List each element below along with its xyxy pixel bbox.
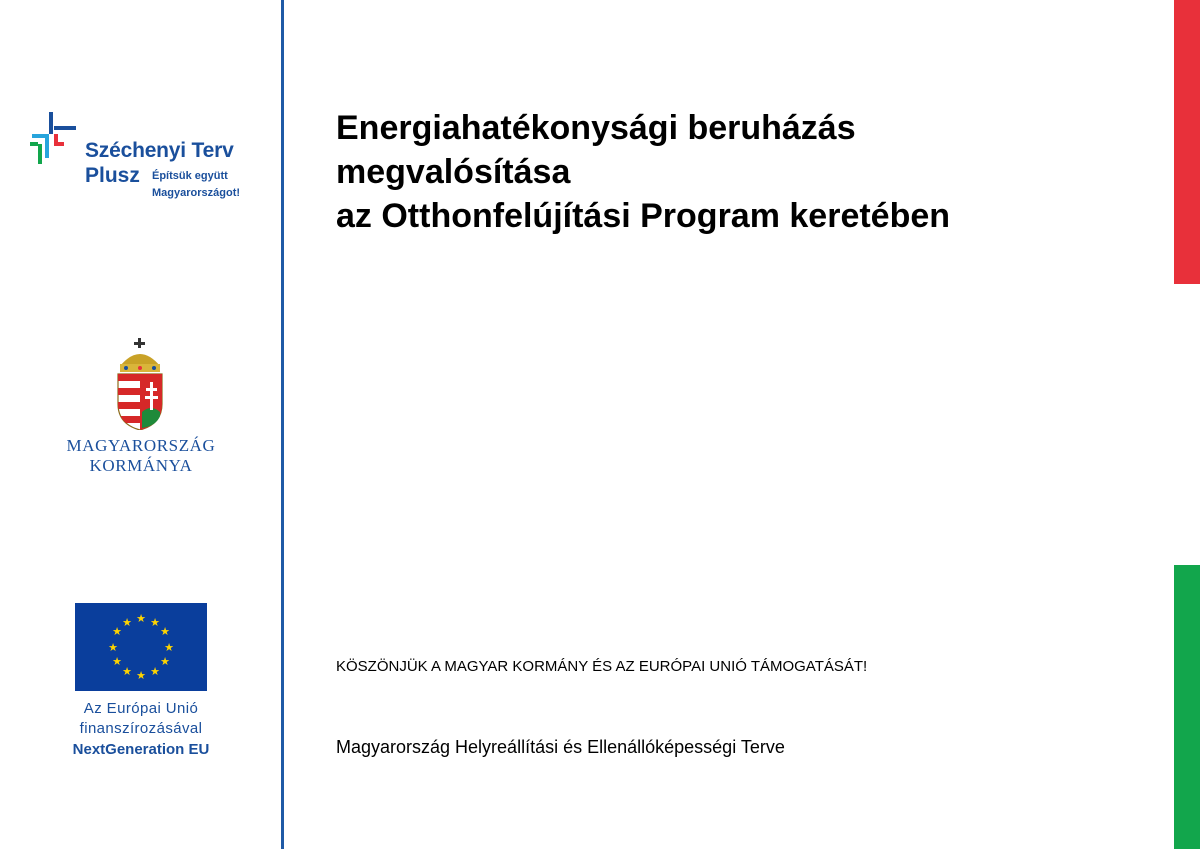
svg-text:★: ★ [160,655,170,668]
eu-flag-icon [75,603,207,691]
svg-text:★: ★ [164,641,174,654]
szechenyi-slogan-line2: Magyarországot! [152,187,241,199]
plan-text: Magyarország Helyreállítási és Ellenállóképességi Terve [336,737,785,757]
red-stripe [1174,0,1200,284]
title-line3: az Otthonfelújítási Program keretében [336,197,951,235]
eu-line1: Az Európai Unió [83,700,199,717]
coat-of-arms-icon [112,338,168,430]
svg-text:★: ★ [136,612,146,625]
government-line1: MAGYARORSZÁG [66,436,216,455]
svg-text:★: ★ [136,669,146,682]
page-title [336,106,1156,238]
thanks-text: KÖSZÖNJÜK A MAGYAR KORMÁNY ÉS AZ EURÓPAI UNIÓ TÁMOGATÁSÁT! [336,658,868,675]
title-line2: megvalósítása [336,153,571,191]
svg-text:★: ★ [112,625,122,638]
svg-text:★: ★ [122,616,132,629]
svg-text:★: ★ [150,665,160,678]
eu-line3: NextGeneration EU [72,741,210,758]
szechenyi-logo [30,112,270,207]
title-line1: Energiahatékonysági beruházás [336,109,856,147]
eu-line2: finanszírozásával [79,720,203,737]
svg-text:★: ★ [108,641,118,654]
szechenyi-cross-icon [30,112,76,172]
svg-text:★: ★ [160,625,170,638]
green-stripe [1174,565,1200,849]
svg-text:★: ★ [150,616,160,629]
szechenyi-plus: Plusz [85,164,140,187]
szechenyi-title: Széchenyi Terv [85,139,234,162]
government-line2: KORMÁNYA [89,456,193,475]
szechenyi-slogan-line1: Építsük együtt [152,170,228,182]
svg-text:★: ★ [112,655,122,668]
svg-text:★: ★ [122,665,132,678]
